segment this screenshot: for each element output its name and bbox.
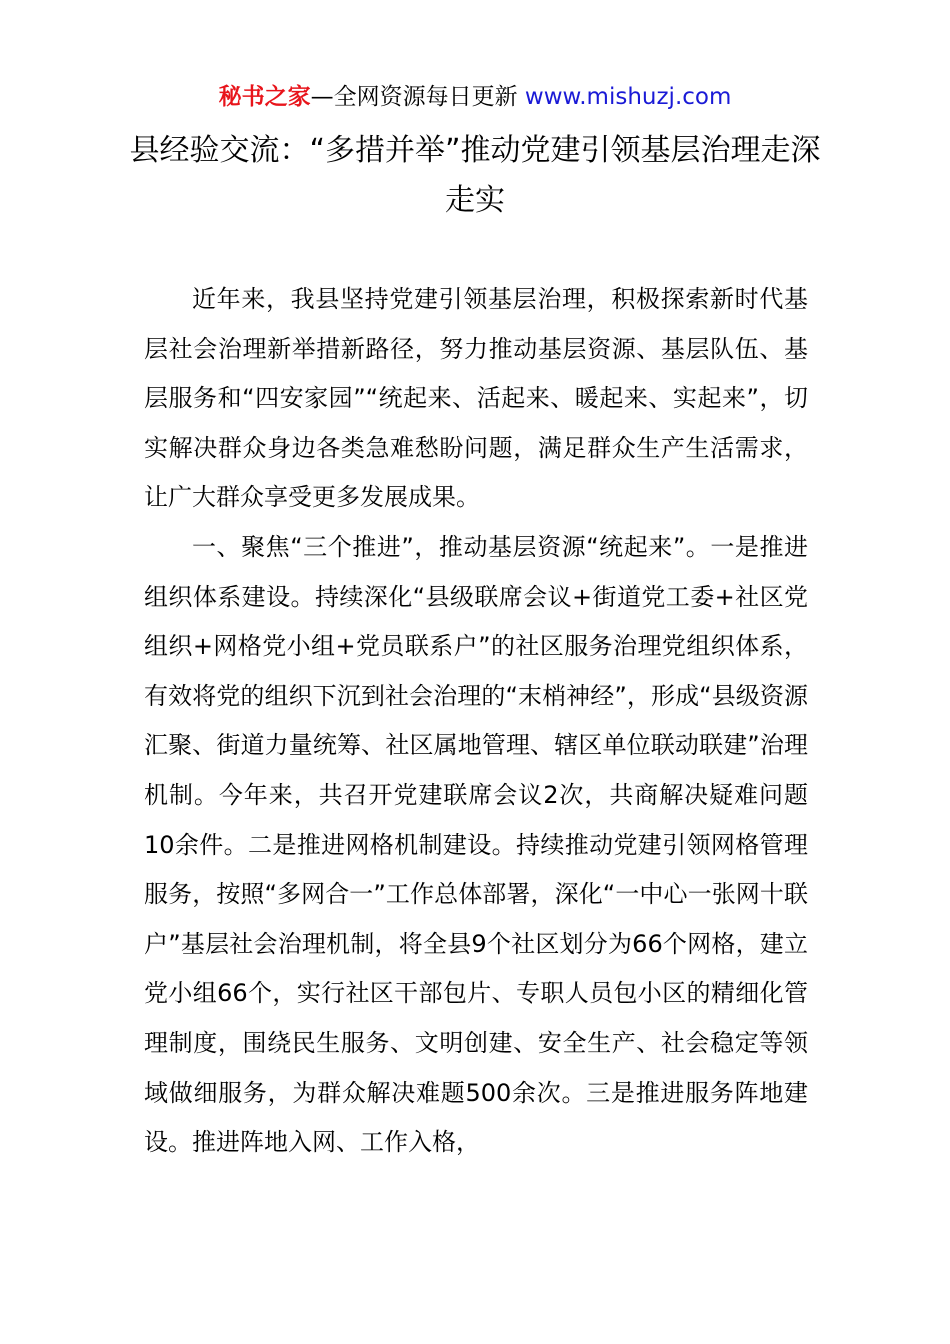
- header-slogan: —全网资源每日更新: [310, 84, 525, 110]
- paragraph-intro: 近年来，我县坚持党建引领基层治理，积极探索新时代基层社会治理新举措新路径，努力推动基层资源、基层队伍、基层服务和“四安家园”“统起来、活起来、暖起来、实起来”，切实解决群众身边各类急难愁盼问题，满足群众生产生活需求，让广大群众享受更多发展成果。: [144, 285, 808, 512]
- site-header: [0, 80, 950, 114]
- document-title: 县经验交流：“多措并举”推动党建引领基层治理走深走实: [129, 133, 821, 218]
- website-link[interactable]: www.mishuzj.com: [524, 84, 732, 110]
- paragraph-section-one: 一、聚焦“三个推进”，推动基层资源“统起来”。一是推进组织体系建设。持续深化“县级联席会议+街道党工委+社区党组织+网格党小组+党员联系户”的社区服务治理党组织体系，有效将党的组织下沉到社会治理的“末梢神经”，形成“县级资源汇聚、街道力量统筹、社区属地管理、辖区单位联动联建”治理机制。今年来，共召开党建联席会议2次，共商解决疑难问题10余件。二是推进网格机制建设。持续推动党建引领网格管理服务，按照“多网合一”工作总体部署，深化“一中心一张网十联户”基层社会治理机制，将全县9个社区划分为66个网格，建立党小组66个，实行社区干部包片、专职人员包小区的精细化管理制度，围绕民生服务、文明创建、安全生产、社会稳定等领域做细服务，为群众解决难题500余次。三是推进服务阵地建设。推进阵地入网、工作入格，: [144, 532, 808, 1157]
- brand-name: 秘书之家: [218, 84, 311, 110]
- document-body: [144, 275, 808, 1168]
